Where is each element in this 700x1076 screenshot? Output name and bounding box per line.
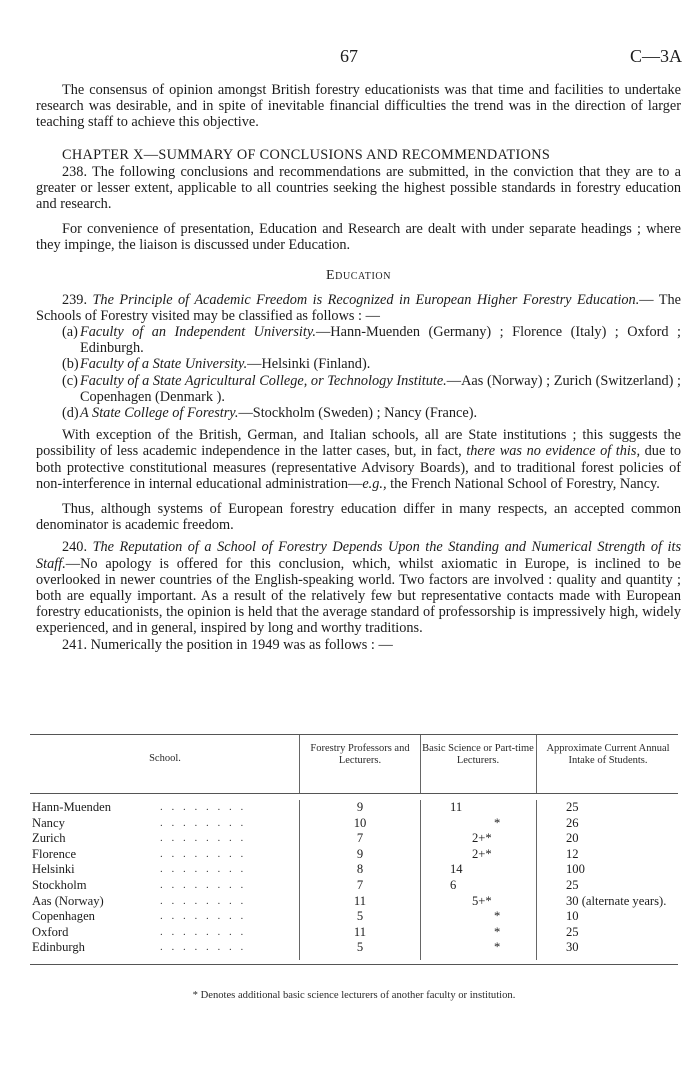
cell-science: 5+* [472, 893, 492, 908]
column-divider [536, 735, 537, 793]
cell-intake: 25 [566, 800, 579, 814]
cell-intake: 12 [566, 846, 579, 861]
cell-school: Aas (Norway) [32, 893, 104, 908]
table-row [30, 800, 678, 815]
leader-dots: . . . . . . . . [160, 941, 247, 954]
cell-intake: 20 [566, 831, 579, 846]
paragraph-239-title: The Principle of Academic Freedom is Recognized in European Higher Forestry Education. [92, 291, 640, 308]
cell-school: Edinburgh [32, 940, 85, 955]
table-footnote: * Denotes additional basic science lecturers of another faculty or institution. [192, 990, 516, 1001]
cell-intake: 25 [566, 924, 579, 939]
cell-school: Helsinki [32, 862, 75, 877]
item-label: (c) [62, 372, 78, 389]
staffing-table [30, 734, 678, 1001]
cell-science: * [494, 924, 501, 939]
item-text: —Stockholm (Sweden) ; Nancy (France). [238, 405, 478, 422]
page-content [36, 82, 681, 653]
classification-item [20, 405, 681, 421]
leader-dots: . . . . . . . . [160, 801, 247, 813]
cell-professors: 9 [356, 800, 364, 814]
cell-professors: 8 [356, 862, 364, 877]
cell-science: * [494, 815, 501, 830]
paragraph-240 [36, 539, 681, 636]
cell-intake: 30 [566, 940, 579, 955]
cell-professors: 5 [356, 940, 364, 955]
item-title: Faculty of a State University. [80, 356, 248, 373]
table-header [30, 735, 678, 793]
paragraph-convenience: For convenience of presentation, Education and Research are dealt with under separate headings ; where they impinge, the liaison is discussed under Education. [36, 221, 681, 254]
table-row [30, 925, 678, 940]
paragraph-239 [36, 292, 681, 324]
classification-item [20, 356, 681, 372]
cell-science: 2+* [472, 846, 492, 861]
cell-school: Copenhagen [32, 909, 95, 924]
item-title: A State College of Forestry. [80, 405, 239, 422]
cell-intake: 100 [566, 862, 585, 877]
page-header [0, 46, 700, 70]
item-text: —Hann-Muenden (Germany) ; Florence (Italy) ; Oxford ; Edinburgh. [80, 324, 681, 357]
cell-professors: 10 [353, 815, 367, 830]
exception-text-start: With exception of the British, German, and Italian schools, all are State institutions ; this suggests the possibility of less academic independence in the latter cases, but, in fact, [36, 427, 681, 460]
cell-professors: 7 [356, 878, 364, 892]
paragraph-239-number: 239. [62, 291, 88, 308]
item-title: Faculty of an Independent University. [80, 324, 316, 341]
column-divider [299, 735, 300, 793]
cell-intake: 26 [566, 815, 579, 830]
paragraph-239-rest: — The Schools of Forestry visited may be classified as follows : — [36, 291, 682, 324]
table-body [30, 800, 678, 960]
cell-school: Hann-Muenden [32, 800, 112, 814]
item-title: Faculty of a State Agricultural College, or Technology Institute. [80, 372, 447, 389]
exception-emphasis: there was no evidence of this, [466, 443, 641, 460]
cell-professors: 7 [356, 831, 364, 846]
item-label: (d) [62, 405, 79, 422]
leader-dots: . . . . . . . . [160, 894, 247, 907]
column-divider [420, 735, 421, 793]
page-number: 67 [340, 46, 358, 66]
item-text: —Aas (Norway) ; Zurich (Switzerland) ; Copenhagen (Denmark ). [80, 372, 682, 405]
cell-school: Zurich [32, 831, 66, 846]
leader-dots: . . . . . . . . [160, 863, 247, 876]
paragraph-240-number: 240. [62, 539, 88, 556]
cell-professors: 5 [356, 909, 364, 924]
cell-school: Nancy [32, 815, 65, 830]
leader-dots: . . . . . . . . [160, 925, 247, 938]
item-text: —Helsinki (Finland). [247, 356, 371, 373]
exception-eg: e.g., [362, 475, 387, 492]
cell-intake: 25 [566, 878, 579, 892]
school-classification-list [36, 324, 681, 421]
paragraph-240-title: The Reputation of a School of Forestry Depends Upon the Standing and Numerical Strength of its Staff. [36, 539, 682, 572]
header-science: Basic Science or Part-time Lecturers. [422, 743, 534, 766]
cell-school: Stockholm [32, 878, 87, 892]
leader-dots: . . . . . . . . [160, 816, 247, 829]
document-reference: C—3A [629, 46, 682, 66]
cell-professors: 11 [353, 924, 367, 939]
paragraph-exception [36, 427, 681, 492]
cell-science: 14 [450, 862, 463, 877]
cell-science: * [494, 940, 501, 955]
exception-text-middle: due to both protective constitutional measures (representative Advisory Boards), and to traditional forest policies of non-interference in internal educational administration— [36, 443, 681, 492]
cell-school: Oxford [32, 924, 69, 939]
item-label: (b) [62, 356, 79, 373]
table-row [30, 816, 678, 831]
item-label: (a) [62, 324, 78, 341]
cell-science: * [494, 909, 501, 924]
paragraph-238: 238. The following conclusions and recommendations are submitted, in the conviction that they are to a greater or lesser extent, applicable to all countries seeking the highest possible standards in forestry education and research. [36, 163, 681, 213]
table-row [30, 831, 678, 846]
table-header-rule [30, 793, 678, 794]
header-professors: Forestry Professors and Lecturers. [310, 743, 410, 766]
table-row [30, 894, 678, 909]
leader-dots: . . . . . . . . [160, 832, 247, 845]
section-heading-education: Education [325, 267, 392, 283]
header-school: School. [149, 753, 181, 764]
paragraph-240-rest: —No apology is offered for this conclusion, which, whilst axiomatic in Europe, is inclined to be overlooked in newer countries of the English-speaking world. Two factors are involved : quality and quantity ; both are equally important. As a result of the relatively few but representative contacts made with European forestry educationists, the opinion is held that the average standard of professorship is impressively high, widely experienced, and in general, inspired by long and worthy traditions. [36, 555, 681, 637]
cell-professors: 9 [356, 846, 364, 861]
table-row [30, 862, 678, 877]
paragraph-thus: Thus, although systems of European forestry education differ in many respects, an accepted common denominator is academic freedom. [36, 501, 681, 534]
cell-science: 6 [450, 878, 457, 892]
leader-dots: . . . . . . . . [160, 879, 247, 891]
classification-item [20, 373, 681, 405]
table-bottom-rule [30, 964, 678, 965]
classification-item [20, 324, 681, 356]
table-row [30, 909, 678, 924]
chapter-title: CHAPTER X—SUMMARY OF CONCLUSIONS AND RECOMMENDATIONS [62, 146, 551, 163]
table-row [30, 847, 678, 862]
table-row [30, 878, 678, 893]
cell-intake: 10 [566, 909, 579, 924]
leader-dots: . . . . . . . . [160, 847, 247, 860]
exception-text-end: the French National School of Forestry, Nancy. [390, 475, 660, 492]
header-intake: Approximate Current Annual Intake of Students. [546, 743, 670, 766]
table-row [30, 940, 678, 955]
leader-dots: . . . . . . . . [160, 910, 247, 923]
cell-professors: 11 [353, 893, 367, 908]
cell-intake: 30 (alternate years). [566, 893, 667, 908]
cell-school: Florence [32, 846, 77, 861]
cell-science: 2+* [472, 831, 492, 846]
intro-paragraph: The consensus of opinion amongst British forestry educationists was that time and facilities to undertake research was desirable, and in spite of inevitable financial difficulties the trend was in the direction of larger teaching staff to achieve this objective. [36, 82, 681, 131]
cell-science: 11 [450, 800, 463, 814]
paragraph-241: 241. Numerically the position in 1949 was as follows : — [62, 636, 393, 653]
